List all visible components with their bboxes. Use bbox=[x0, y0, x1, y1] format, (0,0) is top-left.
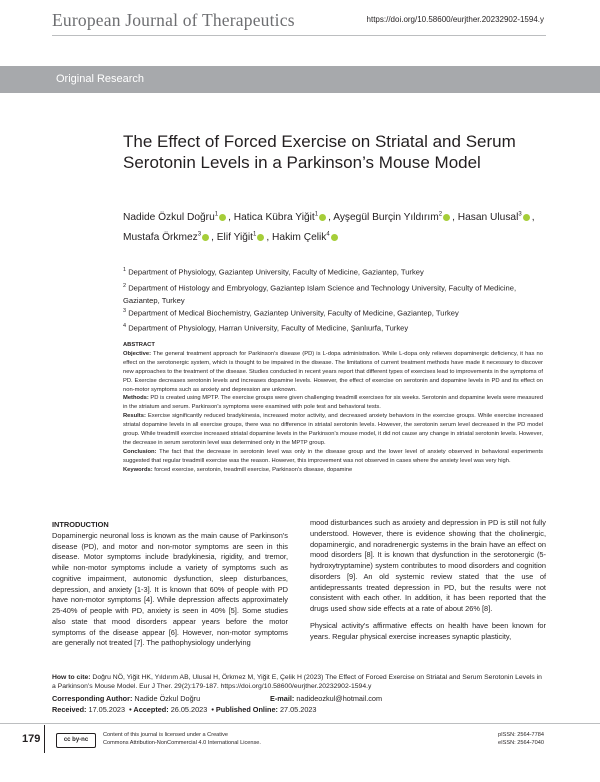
citation-block bbox=[52, 673, 547, 715]
header-rule bbox=[52, 35, 546, 36]
author: Elif Yiğit$^1$ , bbox=[216, 231, 270, 243]
affiliation-2: $^2$ Department of Histology and Embryology, Gaziantep Islam Science and Technology University, Faculty of Medicine, Gaziantep, Turkey bbox=[123, 283, 517, 305]
author: Mustafa Örkmez$^3$ , bbox=[123, 231, 214, 243]
intro-left-column bbox=[52, 520, 288, 649]
how-to-cite: How to cite: Doğru NÖ, Yiğit HK, Yıldırım AB, Ulusal H, Örkmez M, Yiğit E, Çelik H (2023) The Effect of Forced Exercise on Striatal and Serum Serotonin Levels in a Parkinson’s Mouse Model. Eur J Ther. 29(2):179-187. https://doi.org/10.58600/eurjther.20232902-1594.y bbox=[52, 674, 542, 691]
abstract-objective: Objective: The general treatment approach for Parkinson's disease (PD) is L-dopa administration. While L-dopa only relieves dopaminergic deficiency, it has no effect on the serotonergic system, which is thought to be impaired in the disease. The limitations of current treatment methods have made it necessary to discover new approaches to the treatment of the disease. Studies conducted in recent years report that different types of exercises lead to improvements in the symptoms of PD. Exercise decreases serotonin levels and increases dopamine levels. However, the effect of exercise on serotonin and dopamine levels in PD and its effect on non-motor symptoms such as anxiety and depression are unknown. bbox=[123, 350, 543, 393]
affiliation-4: $^4$ Department of Physiology, Harran University, Faculty of Medicine, Şanlıurfa, Turkey bbox=[123, 323, 409, 333]
abstract-keywords: Keywords: forced exercise, serotonin, treadmill exercise, Parkinson's disease, dopamine bbox=[123, 466, 353, 473]
orcid-icon[interactable] bbox=[219, 214, 226, 221]
author: Hakim Çelik$^4$ bbox=[272, 232, 340, 243]
footer-divider bbox=[44, 725, 45, 753]
orcid-icon[interactable] bbox=[443, 214, 450, 221]
pissn: pISSN: 2564-7784 bbox=[497, 732, 544, 738]
orcid-icon[interactable] bbox=[331, 234, 338, 241]
article-doi[interactable]: https://doi.org/10.58600/eurjther.20232902-1594.y bbox=[366, 15, 544, 24]
author: Hasan Ulusal$^3$ , bbox=[457, 212, 535, 224]
orcid-icon[interactable] bbox=[257, 234, 264, 241]
license-text: Content of this journal is licensed under a Creative Commons Attribution-NonCommercial 4.0 International License. bbox=[103, 732, 261, 746]
intro-paragraph-2: mood disturbances such as anxiety and depression in PD is still not fully understood. However, there is evidence showing that the cholinergic, dopaminergic, and noradrenergic systems in the brain have an effect on mood disorders [8]. It is known that dysfunction in the serotonergic (5-hydroxytryptamine) system contributes to mood disorders and cognition disorders [9]. An old systemic review stated that the use of antidepressants treated depression in PD, but the results were not consistent with each other. In addition, it has been reported that the drugs used show side effects at a rate of about 26% [8]. bbox=[310, 518, 546, 613]
journal-name: European Journal of Therapeutics bbox=[52, 10, 295, 30]
author: Ayşegül Burçin Yıldırım$^2$ , bbox=[333, 212, 455, 224]
orcid-icon[interactable] bbox=[202, 234, 209, 241]
eissn: eISSN: 2564-7040 bbox=[497, 740, 544, 746]
abstract bbox=[123, 341, 543, 475]
author: Nadide Özkul Doğru$^1$ , bbox=[123, 212, 231, 224]
cc-license-icon[interactable]: cc by-nc bbox=[56, 733, 96, 748]
page-number: 179 bbox=[22, 733, 41, 745]
abstract-conclusion: Conclusion: The fact that the decrease in serotonin level was only in the disease group and the lower level of anxiety observed in behavioral experiments suggested that regular treadmill exercise was the reason. However, this improvement was not observed in cases where the anxiety level was very high. bbox=[123, 448, 543, 464]
abstract-heading: ABSTRACT bbox=[123, 342, 155, 348]
correspondence-line: Corresponding Author: Nadide Özkul Doğru E-mail: nadideozkul@hotmail.com bbox=[52, 694, 383, 704]
article-title: The Effect of Forced Exercise on Striatal and Serum Serotonin Levels in a Parkinson’s Mouse Model bbox=[123, 132, 516, 172]
intro-heading: INTRODUCTION bbox=[52, 520, 109, 529]
abstract-methods: Methods: PD is created using MPTP. The exercise groups were given challenging treadmill exercises for six weeks. Serotonin and dopamine levels were measured in the striatum and serum. Parkinson's symptoms were examined with pole test and behavioral tests. bbox=[123, 395, 543, 411]
intro-paragraph-3: Physical activity's affirmative effects on health have been known for years. Regular physical exercise increases synaptic plasticity, bbox=[310, 620, 546, 641]
footer-rule bbox=[0, 723, 600, 724]
abstract-results: Results: Exercise significantly reduced bradykinesia, increased motor activity, and decreased anxiety behaviors in the exercise groups. While exercise increased striatal dopamine levels in all exercise groups, there was no difference in striatal serotonin levels. However, the serotonin serum level decreased in the PD model group. While treadmill exercise increased striatal dopamine levels in the Parkinson's mouse model, it did not cause any change in striatal serotonin levels. However, the decrease in serum serotonin level was determined only in the MPTP group. bbox=[123, 413, 543, 446]
affiliation-1: $^1$ Department of Physiology, Gaziantep University, Faculty of Medicine, Gaziantep, Turkey bbox=[123, 267, 424, 277]
intro-paragraph-1: Dopaminergic neuronal loss is known as the main cause of Parkinson's disease (PD), and motor and non-motor symptoms are seen in this disease. Motor symptoms include bradykinesia, rigidity, and tremor, while non-motor symptoms include a variety of symptoms such as cognitive impairment, autonomic dysfunction, sleep disturbances, depression, and anxiety [1-3]. It is known that 60% of people with PD have non-motor symptoms [4]. While depression affects approximately 25-40% of people with PD, anxiety is seen in 40% [5]. Some studies also state that mood disorders appear years before the motor symptoms of the disease appear [6]. However, non-motor symptoms are generally not treated [7]. The pathophysiology underlying bbox=[52, 530, 288, 648]
author-list bbox=[123, 207, 548, 246]
section-label: Original Research bbox=[56, 73, 145, 85]
author: Hatica Kübra Yiğit$^1$ , bbox=[233, 212, 331, 224]
author-email[interactable]: nadideozkul@hotmail.com bbox=[296, 694, 383, 704]
intro-right-column bbox=[310, 518, 546, 642]
orcid-icon[interactable] bbox=[523, 214, 530, 221]
dates-line: Received: 17.05.2023 • Accepted: 26.05.2023 • Published Online: 27.05.2023 bbox=[52, 704, 317, 714]
affiliation-3: $^3$ Department of Medical Biochemistry, Gaziantep University, Faculty of Medicine, Gaziantep, Turkey bbox=[123, 308, 459, 318]
orcid-icon[interactable] bbox=[319, 214, 326, 221]
issn-block bbox=[498, 731, 544, 747]
